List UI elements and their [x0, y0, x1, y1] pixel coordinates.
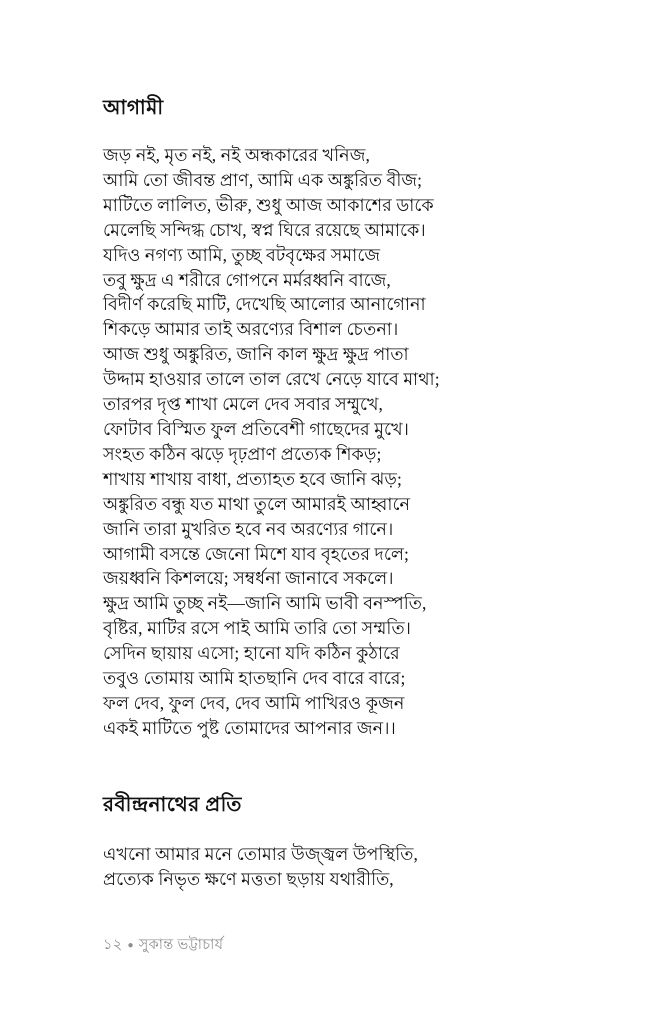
poem-title-first: আগামী [103, 97, 164, 119]
poem-title-second: রবীন্দ্রনাথের প্রতি [103, 793, 242, 816]
verse-line: শিকড়ে আমার তাই অরণ্যের বিশাল চেতনা। [103, 319, 399, 340]
poem-agami [103, 96, 523, 741]
verse-line: আমি তো জীবন্ত প্রাণ, আমি এক অঙ্কুরিত বীজ; [103, 169, 423, 190]
verse-line: মাটিতে লালিত, ভীরু, শুধু আজ আকাশের ডাকে [103, 194, 434, 215]
verse-line: বৃষ্টির, মাটির রসে পাই আমি তারি তো সম্মতি। [103, 618, 412, 639]
poem-body-first [103, 143, 523, 741]
poem-separator [103, 741, 523, 793]
verse-line: জড় নই, মৃত নই, নই অন্ধকারের খনিজ, [103, 145, 370, 165]
verse-line: বিদীর্ণ করেছি মাটি, দেখেছি আলোর আনাগোনা [103, 294, 426, 315]
verse-line: যদিও নগণ্য আমি, তুচ্ছ বটবৃক্ষের সমাজে [103, 244, 381, 265]
verse-line: সংহত কঠিন ঝড়ে দৃঢ়প্রাণ প্রত্যেক শিকড়; [103, 443, 382, 464]
verse-line: অঙ্কুরিত বন্ধু যত মাথা তুলে আমারই আহ্বানে [103, 493, 411, 514]
verse-line: আগামী বসন্তে জেনো মিশে যাব বৃহতের দলে; [103, 543, 409, 564]
verse-line: এখনো আমার মনে তোমার উজ্জ্বল উপস্থিতি, [103, 843, 418, 864]
verse-line: তারপর দৃপ্ত শাখা মেলে দেব সবার সম্মুখে, [103, 394, 384, 415]
poem-body-second [103, 842, 523, 892]
page-footer [103, 934, 223, 958]
footer-bullet-icon: ● [127, 940, 134, 952]
verse-line: একই মাটিতে পুষ্ট তোমাদের আপনার জন।। [103, 717, 396, 738]
verse-line: জানি তারা মুখরিত হবে নব অরণ্যের গানে। [103, 518, 394, 539]
verse-line: উদ্দাম হাওয়ার তালে তাল রেখে নেড়ে যাবে মাথা; [103, 369, 440, 390]
footer-author-name: সুকান্ত ভট্টাচার্য [138, 937, 224, 953]
verse-line: জয়ধ্বনি কিশলয়ে; সম্বর্ধনা জানাবে সকলে। [103, 568, 394, 589]
verse-line: প্রত্যেক নিভৃত ক্ষণে মত্ততা ছড়ায় যথারীতি, [103, 868, 394, 889]
verse-line: ফোটাব বিস্মিত ফুল প্রতিবেশী গাছেদের মুখে। [103, 418, 410, 439]
verse-line: তবু ক্ষুদ্র এ শরীরে গোপনে মর্মরধ্বনি বাজে, [103, 269, 391, 290]
verse-line: সেদিন ছায়ায় এসো; হানো যদি কঠিন কুঠারে [103, 643, 400, 664]
verse-line: ক্ষুদ্র আমি তুচ্ছ নই—জানি আমি ভাবী বনস্পতি, [103, 593, 427, 614]
verse-line: তবুও তোমায় আমি হাতছানি দেব বারে বারে; [103, 668, 406, 689]
verse-line: আজ শুধু অঙ্কুরিত, জানি কাল ক্ষুদ্র ক্ষুদ্র পাতা [103, 344, 409, 365]
footer-page-number: ১২ [103, 937, 123, 953]
page-content [103, 96, 523, 892]
verse-line: ফল দেব, ফুল দেব, দেব আমি পাখিরও কূজন [103, 692, 405, 713]
poem-rabindranather-proti [103, 793, 523, 892]
verse-line: শাখায় শাখায় বাধা, প্রত্যাহত হবে জানি ঝড়; [103, 468, 402, 489]
verse-line: মেলেছি সন্দিগ্ধ চোখ, স্বপ্ন ঘিরে রয়েছে আমাকে। [103, 219, 426, 240]
